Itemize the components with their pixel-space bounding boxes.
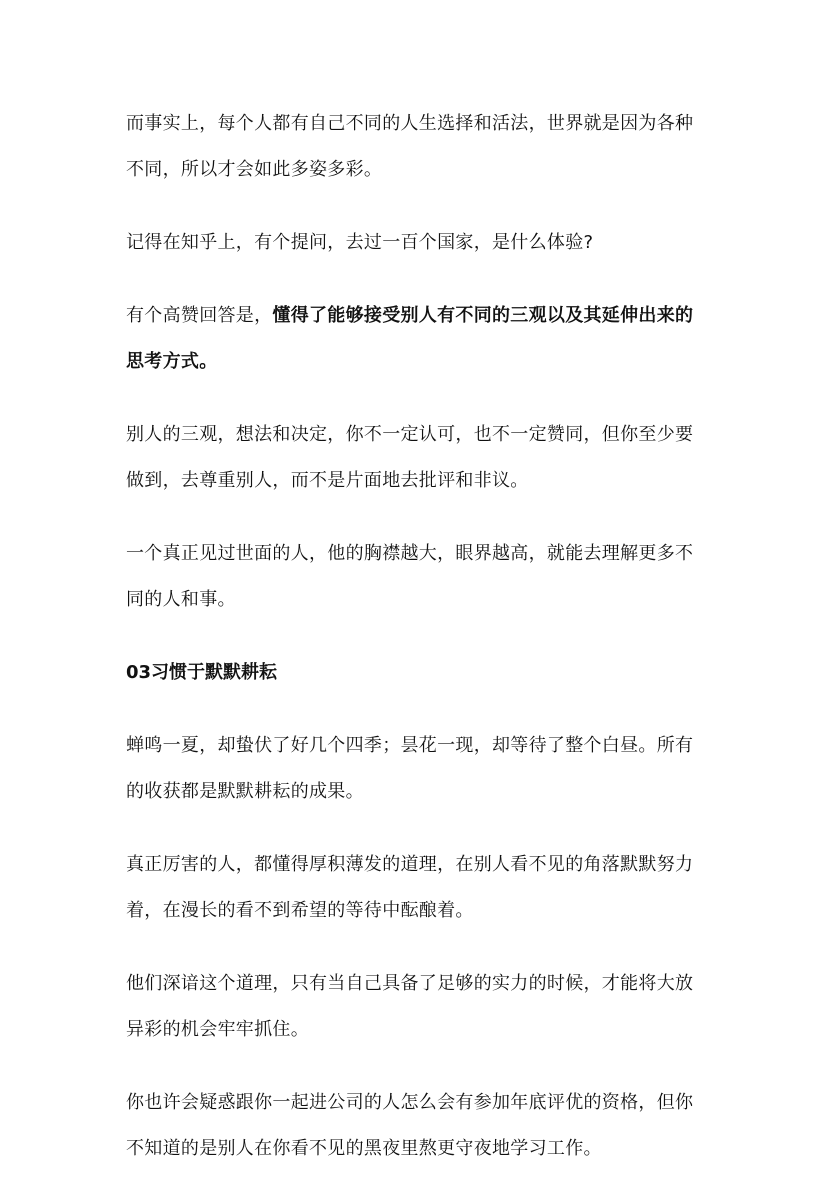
document-body (126, 101, 711, 1199)
paragraph-4: 别人的三观，想法和决定，你不一定认可，也不一定赞同，但你至少要做到，去尊重别人，而不是片面地去批评和非议。 (126, 424, 694, 491)
paragraph-1: 而事实上，每个人都有自己不同的人生选择和活法，世界就是因为各种不同，所以才会如此多姿多彩。 (126, 113, 694, 180)
paragraph-7: 真正厉害的人，都懂得厚积薄发的道理，在别人看不见的角落默默努力着，在漫长的看不到希望的等待中酝酿着。 (126, 854, 694, 921)
paragraph-3-bold-text: 懂得了能够接受别人有不同的三观以及其延伸出来的思考方式。 (126, 305, 694, 372)
paragraph-8: 他们深谙这个道理，只有当自己具备了足够的实力的时候，才能将大放异彩的机会牢牢抓住。 (126, 973, 694, 1040)
paragraph-3-prefix: 有个高赞回答是， (126, 305, 273, 326)
paragraph-3 (126, 293, 711, 385)
paragraph-5: 一个真正见过世面的人，他的胸襟越大，眼界越高，就能去理解更多不同的人和事。 (126, 543, 694, 610)
section-heading: 03习惯于默默耕耘 (126, 662, 278, 683)
paragraph-6: 蝉鸣一夏，却蛰伏了好几个四季；昙花一现，却等待了整个白昼。所有的收获都是默默耕耘的成果。 (126, 735, 694, 802)
paragraph-9: 你也许会疑惑跟你一起进公司的人怎么会有参加年底评优的资格，但你不知道的是别人在你看不见的黑夜里熬更守夜地学习工作。 (126, 1092, 694, 1159)
paragraph-2: 记得在知乎上，有个提问，去过一百个国家，是什么体验? (126, 232, 594, 253)
